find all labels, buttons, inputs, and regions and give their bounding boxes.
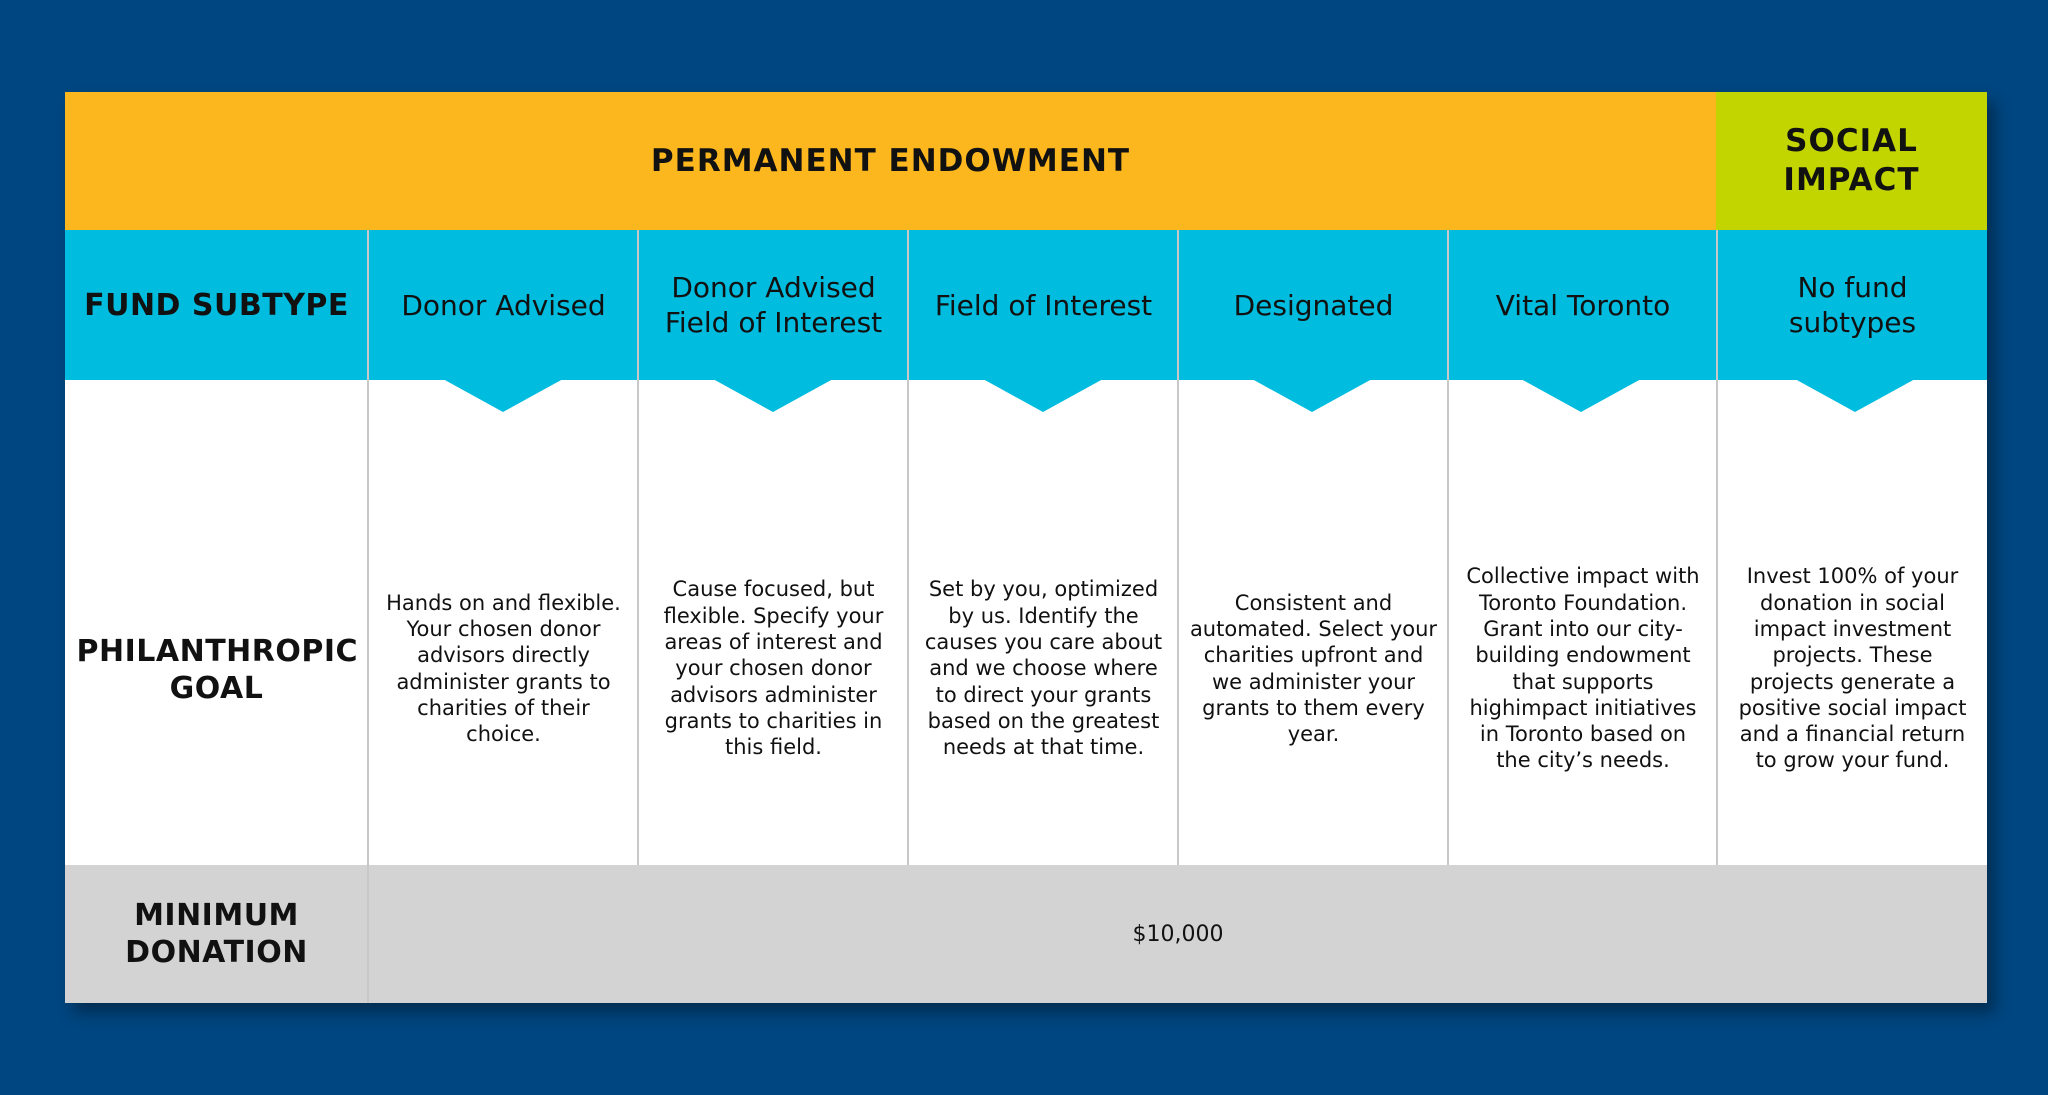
subtype-field-of-interest: Field of Interest bbox=[934, 288, 1153, 322]
column-divider bbox=[1177, 230, 1179, 865]
column-divider bbox=[367, 230, 369, 1003]
goal-designated: Consistent and automated. Select your charities upfront and we administer your grants to them every year. bbox=[1189, 590, 1438, 747]
goal-social-impact: Invest 100% of your donation in social impact investment projects. These projects generate a positive social impact and a financial return to grow your fund. bbox=[1738, 564, 1967, 773]
minimum-donation-label bbox=[65, 865, 368, 1003]
permanent-endowment-banner bbox=[65, 92, 1716, 230]
subtype-designated: Designated bbox=[1233, 288, 1394, 322]
subtype-donor-advised-foi-text: Donor Advised Field of Interest bbox=[664, 271, 883, 339]
goal-donor-advised: Hands on and flexible. Your chosen donor advisors directly administer grants to charities of their choice. bbox=[386, 590, 621, 747]
goal-vital-toronto: Collective impact with Toronto Foundation. Grant into our city-building endowment that supports highimpact initiatives in Toronto based on the city’s needs. bbox=[1466, 564, 1700, 773]
philanthropic-goal-label bbox=[65, 380, 368, 865]
subtype-donor-advised: Donor Advised bbox=[401, 288, 606, 322]
fund-comparison-table bbox=[65, 92, 1987, 1003]
column-divider bbox=[637, 230, 639, 865]
social-impact-title: SOCIAL IMPACT bbox=[1783, 123, 1920, 198]
subtype-vital-toronto: Vital Toronto bbox=[1495, 288, 1671, 322]
goal-field-of-interest: Set by you, optimized by us. Identify the causes you care about and we choose where to direct your grants based on the greatest needs at that time. bbox=[924, 577, 1163, 760]
minimum-donation-value: $10,000 bbox=[1132, 921, 1224, 947]
philanthropic-goal-text: PHILANTHROPIC GOAL bbox=[76, 634, 359, 706]
permanent-endowment-title: PERMANENT ENDOWMENT bbox=[650, 142, 1131, 179]
subtype-no-fund-text: No fund subtypes bbox=[1788, 271, 1917, 339]
fund-subtype-label: FUND SUBTYPE bbox=[84, 287, 349, 323]
social-impact-banner bbox=[1716, 92, 1987, 230]
goal-donor-advised-foi: Cause focused, but flexible. Specify your areas of interest and your chosen donor advisors administer grants to charities in this field. bbox=[663, 577, 884, 760]
column-divider bbox=[1716, 230, 1718, 865]
subtype-no-fund-subtypes bbox=[1718, 230, 1987, 380]
minimum-donation-text: MINIMUM DONATION bbox=[125, 898, 308, 970]
column-divider bbox=[907, 230, 909, 865]
subtype-donor-advised-field-of-interest bbox=[639, 230, 908, 380]
column-divider bbox=[1447, 230, 1449, 865]
